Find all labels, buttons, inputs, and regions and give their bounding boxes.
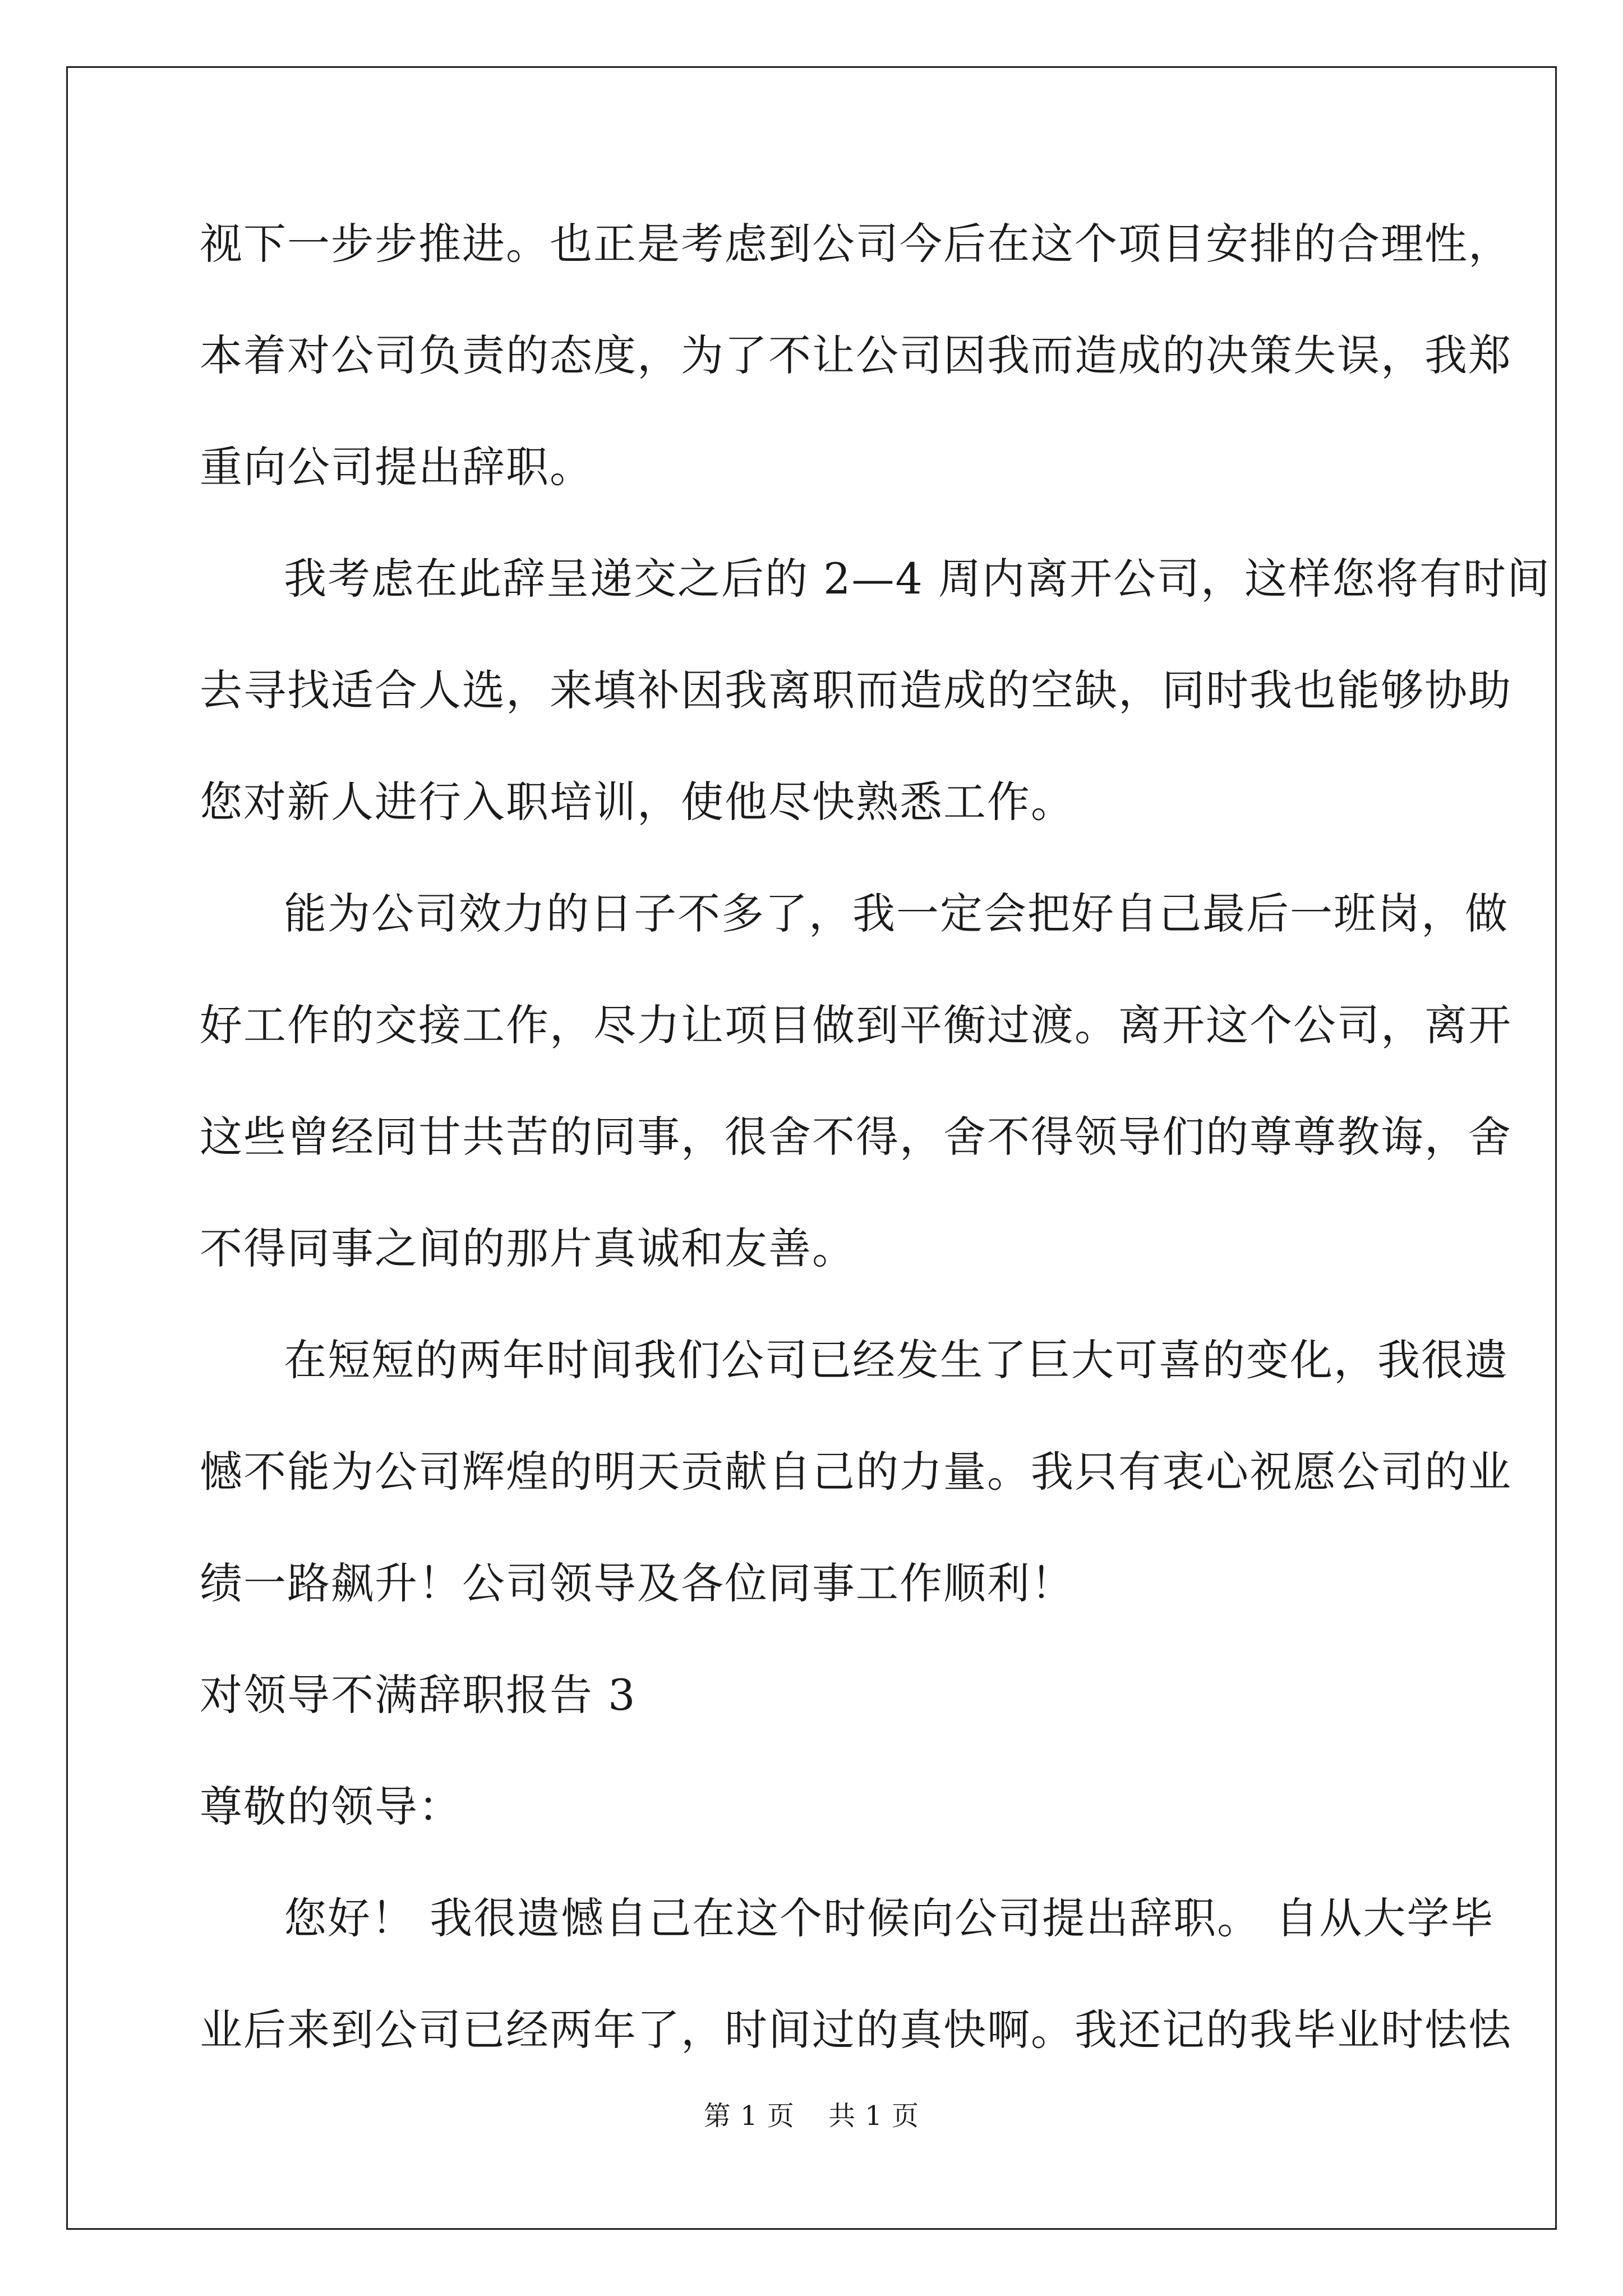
- text-line: 本着对公司负责的态度，为了不让公司因我而造成的决策失误，我郑: [200, 330, 1512, 380]
- page-footer: [0, 2099, 1623, 2133]
- text-line: 不得同事之间的那片真诚和友善。: [200, 1223, 856, 1273]
- page-total: 共 1 页: [828, 2100, 920, 2132]
- text-line: 好工作的交接工作，尽力让项目做到平衡过渡。离开这个公司，离开: [200, 1000, 1512, 1050]
- salutation: 尊敬的领导：: [200, 1782, 462, 1832]
- text-line: 业后来到公司已经两年了，时间过的真快啊。我还记的我毕业时怯怯: [200, 2005, 1512, 2055]
- text-line: 重向公司提出辞职。: [200, 442, 593, 492]
- text-line: 能为公司效力的日子不多了，我一定会把好自己最后一班岗，做: [284, 889, 1509, 938]
- document-body: [200, 188, 1551, 2086]
- section-heading: 对领导不满辞职报告 3: [200, 1670, 637, 1720]
- text-line: 您对新人进行入职培训，使他尽快熟悉工作。: [200, 777, 1075, 827]
- text-line: 去寻找适合人选，来填补因我离职而造成的空缺，同时我也能够协助: [200, 665, 1512, 715]
- text-line: 憾不能为公司辉煌的明天贡献自己的力量。我只有衷心祝愿公司的业: [200, 1447, 1512, 1497]
- text-line: 您好！ 我很遗憾自己在这个时候向公司提出辞职。 自从大学毕: [284, 1893, 1495, 1943]
- text-line: 在短短的两年时间我们公司已经发生了巨大可喜的变化，我很遗: [284, 1335, 1509, 1385]
- text-line: 绩一路飙升！公司领导及各位同事工作顺利！: [200, 1558, 1075, 1608]
- text-line: 这些曾经同甘共苦的同事，很舍不得，舍不得领导们的尊尊教诲，舍: [200, 1112, 1512, 1162]
- text-line: 我考虑在此辞呈递交之后的 2—4 周内离开公司，这样您将有时间: [284, 554, 1551, 604]
- text-line: 视下一步步推进。也正是考虑到公司今后在这个项目安排的合理性，: [200, 219, 1512, 269]
- page-number: 第 1 页: [703, 2100, 795, 2132]
